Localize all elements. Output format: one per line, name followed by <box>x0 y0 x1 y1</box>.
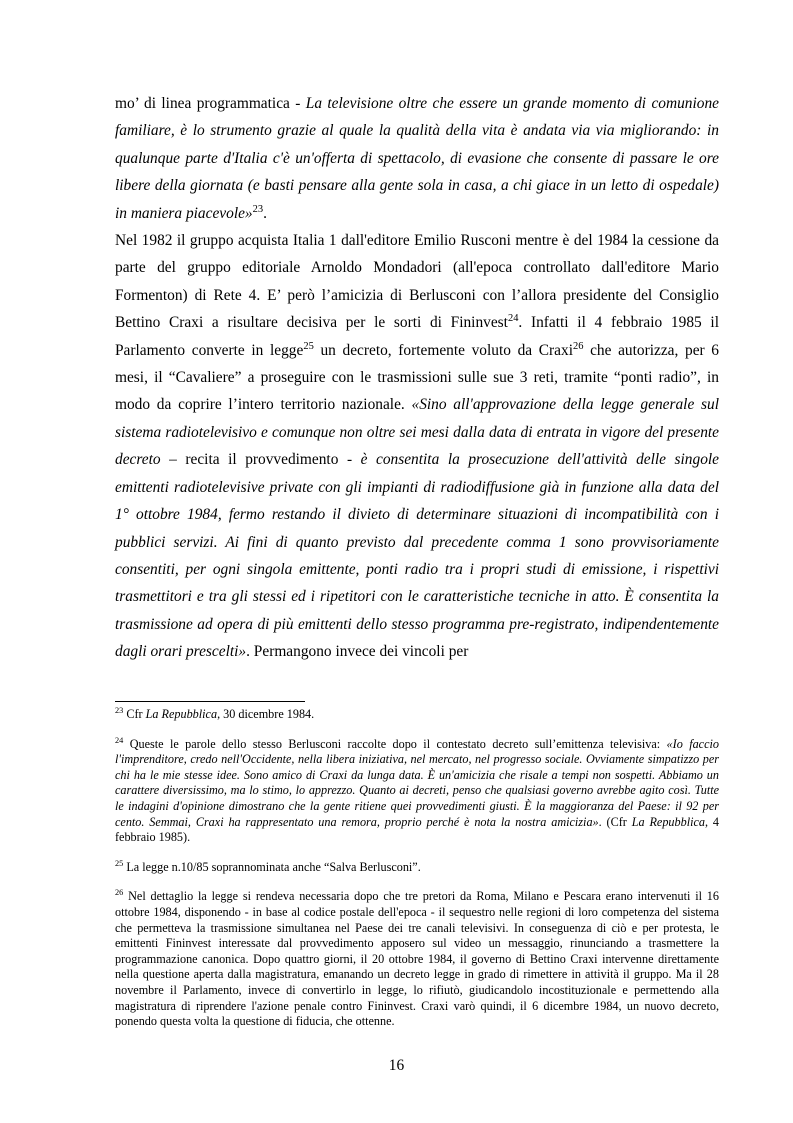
footnote-reference[interactable]: 26 <box>572 340 584 352</box>
footnote-reference[interactable]: 25 <box>303 340 314 352</box>
quoted-text: La televisione oltre che essere un grande momento di comunione familiare, è lo strumento grazie al quale la qualità della vita è andata via via migliorando: in qualunque parte d'Italia c'è un'offerta di spettacolo, di evasione che consente di passare le ore libere della giornata (e basti pensare alla gente sola in casa, a chi giace in un letto di ospedale) in maniera piacevole» <box>115 95 719 222</box>
footnote-reference[interactable]: 23 <box>252 203 264 215</box>
text-run: un decreto, fortemente voluto da Craxi <box>313 341 573 359</box>
footnote-25 <box>115 860 719 876</box>
paragraph-main <box>115 227 719 666</box>
footnote-number: 26 <box>115 888 124 898</box>
paragraph-continuation <box>115 90 719 227</box>
quoted-text: è consentita la prosecuzione dell'attività delle singole emittenti radiotelevisive private con gli impianti di radiodiffusione già in funzione alla data del 1° ottobre 1984, fermo restando il divieto di determinare situazioni di incompatibilità con i pubblici servizi. Ai fini di quanto previsto dal precedente comma 1 sono provvisoriamente consentiti, per ogni singola emittente, ponti radio tra i propri studi di emissione, i rispettivi trasmettitori e tra gli stessi ed i ripetitori con le caratteristiche tecniche in atto. È consentita la trasmissione ad opera di più emittenti dello stesso programma pre-registrato, indipendentemente dagli orari prescelti» <box>115 451 719 661</box>
footnote-text: La legge n.10/85 soprannominata anche “Salva Berlusconi”. <box>123 859 421 874</box>
publication-title: La Repubblica <box>145 707 218 721</box>
text-run: mo’ di linea programmatica - <box>115 95 306 112</box>
footnote-number: 23 <box>115 705 124 715</box>
footnote-26 <box>115 889 719 1029</box>
footnote-text: Queste le parole dello stesso Berlusconi raccolte dopo il contestato decreto sull’emittenza televisiva: <box>123 736 667 751</box>
quoted-text: «Sino all'approvazione della legge generale sul sistema radiotelevisivo e comunque non oltre sei mesi dalla data di entrata in vigore del presente decreto <box>115 396 719 469</box>
footnote-text: Nel dettaglio la legge si rendeva necessaria dopo che tre pretori da Roma, Milano e Pescara erano intervenuti il 16 ottobre 1984, disponendo - in base al codice postale dell'epoca - il sequestro nelle regioni di loro competenza del sistema che permetteva la trasmissione simultanea nel Paese dei tre canali televisivi. In conseguenza di ciò e per protesta, le emittenti Fininvest interessate dal provvedimento apposero sul video un messaggio, rinunciando a trasmettere la programmazione canonica. Dopo quattro giorni, il 20 ottobre 1984, il governo di Bettino Craxi intervenne direttamente nella questione aperta dalla magistratura, emanando un decreto legge in grado di rimettere in attività il gruppo. Ma il 28 novembre il Parlamento, invece di convertirlo in legge, lo rifiutò, giudicandolo incostituzionale e permettendo alla magistratura di riprendere l'azione penale contro Fininvest. Craxi varò quindi, il 6 dicembre 1984, un nuovo decreto, ponendo questa volta la questione di fiducia, che ottenne. <box>115 889 719 1029</box>
body-text <box>115 90 719 666</box>
footnote-text: . (Cfr <box>598 814 632 829</box>
text-run: – recita il provvedimento - <box>160 451 361 469</box>
footnote-number: 24 <box>115 735 124 745</box>
footnote-text: Cfr <box>123 707 146 721</box>
page-number: 16 <box>388 1057 405 1074</box>
publication-title: La Repubblica <box>631 814 705 829</box>
footnote-24 <box>115 737 719 846</box>
text-run: . Infatti il 4 febbraio 1985 il Parlamento converte in legge <box>115 314 719 359</box>
footnote-text: , 4 febbraio 1985). <box>115 814 719 845</box>
footnote-text: , 30 dicembre 1984. <box>217 707 315 721</box>
footnote-number: 25 <box>115 858 124 868</box>
footnotes-section <box>115 707 719 1044</box>
footnote-separator <box>115 701 305 702</box>
text-run: . Permangono invece dei vincoli per <box>246 643 469 661</box>
footnote-23 <box>115 707 719 723</box>
footnote-reference[interactable]: 24 <box>507 313 519 325</box>
text-run: che autorizza, per 6 mesi, il “Cavaliere” a proseguire con le trasmissioni sulle sue 3 reti, tramite “ponti radio”, in modo da coprire l’intero territorio nazionale. <box>115 341 719 414</box>
text-run: . <box>263 204 267 222</box>
quoted-text: «Io faccio l'imprenditore, credo nell'Occidente, nella libera iniziativa, nel mercato, nel progresso sociale. Ovviamente simpatizzo per chi ha le mie stesse idee. Sono amico di Craxi da lunga data. È un'amicizia che risale a tempi non sospetti. Abbiamo un carattere diversissimo, ma lo stimo, lo apprezzo. Quanto ai decreti, penso che qualsiasi governo avrebbe agito così. Tutte le indagini d'opinione dimostrano che la gente ritiene quei provvedimenti giusti. È la maggioranza del Paese: il 92 per cento. Semmai, Craxi ha rappresentato una remora, proprio perché è nota la nostra amicizia» <box>115 736 719 829</box>
text-run: Nel 1982 il gruppo acquista Italia 1 dall'editore Emilio Rusconi mentre è del 1984 la cessione da parte del gruppo editoriale Arnoldo Mondadori (all'epoca controllato dall'editore Mario Formenton) di Rete 4. E’ però l’amicizia di Berlusconi con l’allora presidente del Consiglio Bettino Craxi a risultare decisiva per le sorti di Fininvest <box>115 232 719 332</box>
